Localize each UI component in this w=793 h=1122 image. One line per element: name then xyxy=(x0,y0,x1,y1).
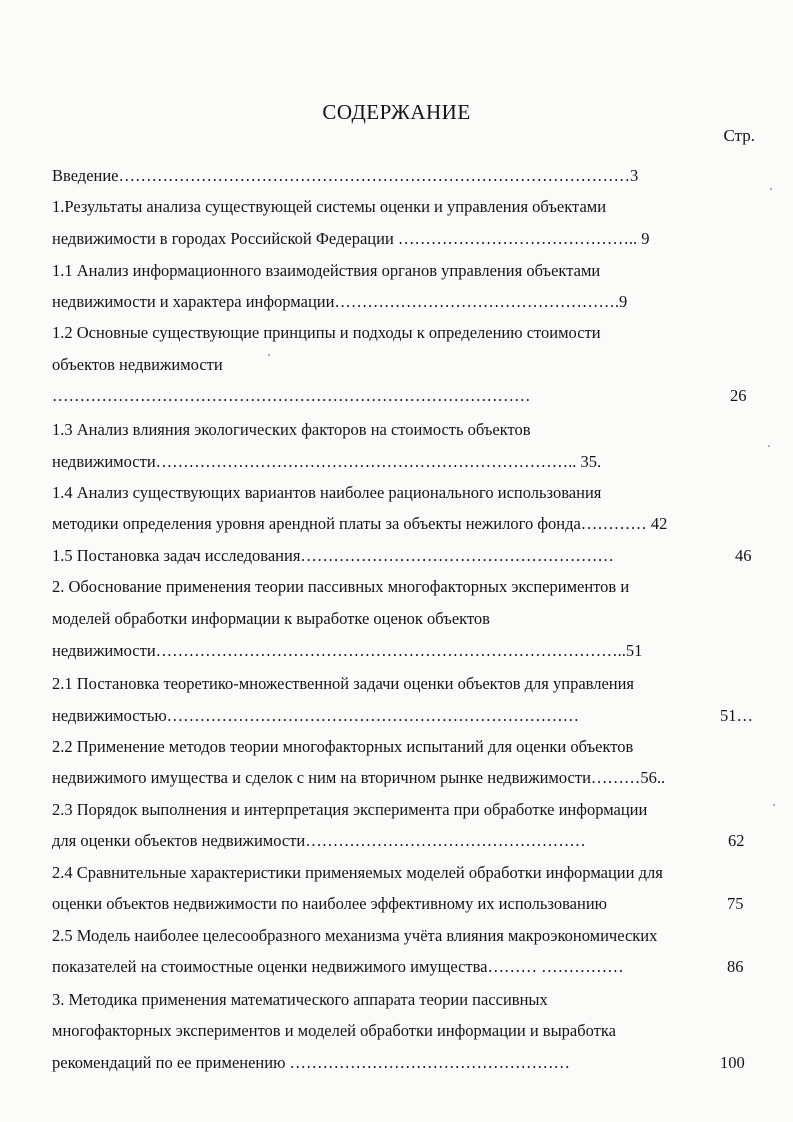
toc-entry: многофакторных экспериментов и моделей обработки информации и выработка xyxy=(52,1021,616,1040)
toc-entry: недвижимостью………………………………………………………………… xyxy=(52,706,580,725)
toc-entry: показателей на стоимостные оценки недвижимого имущества……… …………… xyxy=(52,957,624,976)
toc-line xyxy=(0,829,793,853)
toc-entry: 2.2 Применение методов теории многофакторных испытаний для оценки объектов xyxy=(52,737,634,756)
toc-entry: 1.4 Анализ существующих вариантов наиболее рационального использования xyxy=(52,483,602,502)
toc-page-number: 46 xyxy=(735,546,752,565)
toc-entry: методики определения уровня арендной платы за объекты нежилого фонда………… 42 xyxy=(52,514,668,533)
toc-entry: 1.2 Основные существующие принципы и подходы к определению стоимости xyxy=(52,323,601,342)
toc-line xyxy=(0,353,793,377)
toc-entry: 1.1 Анализ информационного взаимодействия органов управления объектами xyxy=(52,261,601,280)
toc-page-number: 26 xyxy=(730,386,747,405)
toc-entry: оценки объектов недвижимости по наиболее эффективному их использованию xyxy=(52,894,607,913)
toc-entry: моделей обработки информации к выработке оценок объектов xyxy=(52,609,490,628)
toc-page-number: 86 xyxy=(727,957,744,976)
scan-speck xyxy=(773,804,775,806)
toc-line xyxy=(0,290,793,314)
toc-line xyxy=(0,512,793,536)
toc-page-number: 75 xyxy=(727,894,744,913)
toc-line xyxy=(0,861,793,885)
toc-entry: недвижимости и характера информации…………………………………………….9 xyxy=(52,292,628,311)
toc-entry: недвижимости…………………………………………………………………………..51 xyxy=(52,641,643,660)
toc-leader: …………………………………………………………………………… xyxy=(52,386,531,405)
toc-entry: рекомендаций по ее применению …………………………………………… xyxy=(52,1053,571,1072)
toc-entry: 2.4 Сравнительные характеристики применяемых моделей обработки информации для xyxy=(52,863,663,882)
toc-entry: 2.3 Порядок выполнения и интерпретация эксперимента при обработке информации xyxy=(52,800,648,819)
scan-speck xyxy=(770,188,772,190)
toc-line xyxy=(0,955,793,979)
toc-line xyxy=(0,988,793,1012)
toc-entry: объектов недвижимости xyxy=(52,355,223,374)
toc-entry: 2.1 Постановка теоретико-множественной задачи оценки объектов для управления xyxy=(52,674,635,693)
toc-line xyxy=(0,544,793,568)
toc-line xyxy=(0,735,793,759)
toc-line xyxy=(0,639,793,663)
toc-page-number: 51… xyxy=(720,706,753,725)
page-title: СОДЕРЖАНИЕ xyxy=(322,100,471,124)
toc-line xyxy=(0,672,793,696)
toc-entry: 1.Результаты анализа существующей системы оценки и управления объектами xyxy=(52,197,607,216)
toc-line xyxy=(0,575,793,599)
toc-entry: 2.5 Модель наиболее целесообразного механизма учёта влияния макроэкономических xyxy=(52,926,658,945)
toc-line xyxy=(0,1019,793,1043)
toc-line xyxy=(0,1051,793,1075)
toc-entry: недвижимого имущества и сделок с ним на вторичном рынке недвижимости………56.. xyxy=(52,768,666,787)
scan-speck xyxy=(268,354,270,356)
toc-line xyxy=(0,704,793,728)
toc-line xyxy=(0,766,793,790)
toc-line xyxy=(0,607,793,631)
toc-line xyxy=(0,227,793,251)
toc-entry: для оценки объектов недвижимости…………………………………………… xyxy=(52,831,586,850)
toc-entry: 1.5 Постановка задач исследования………………………………………………… xyxy=(52,546,614,565)
toc-entry: недвижимости………………………………………………………………….. 35. xyxy=(52,452,602,471)
toc-line xyxy=(0,892,793,916)
toc-line xyxy=(0,418,793,442)
scan-speck xyxy=(768,445,770,447)
toc-entry: 1.3 Анализ влияния экологических факторов на стоимость объектов xyxy=(52,420,531,439)
toc-line xyxy=(0,259,793,283)
toc-entry: недвижимости в городах Российской Федерации …………………………………….. 9 xyxy=(52,229,650,248)
toc-line xyxy=(0,195,793,219)
toc-page-number: 100 xyxy=(720,1053,745,1072)
toc-page-number: 62 xyxy=(728,831,745,850)
toc-entry: 2. Обоснование применения теории пассивных многофакторных экспериментов и xyxy=(52,577,630,596)
toc-line xyxy=(0,321,793,345)
toc-line xyxy=(0,481,793,505)
page-column-label: Стр. xyxy=(723,126,755,145)
toc-entry: 3. Методика применения математического аппарата теории пассивных xyxy=(52,990,548,1009)
toc-line xyxy=(0,450,793,474)
toc-line xyxy=(0,384,793,408)
toc-line xyxy=(0,798,793,822)
toc-line xyxy=(0,164,793,188)
toc-line xyxy=(0,924,793,948)
toc-entry: Введение…………………………………………………………………………………3 xyxy=(52,166,639,185)
